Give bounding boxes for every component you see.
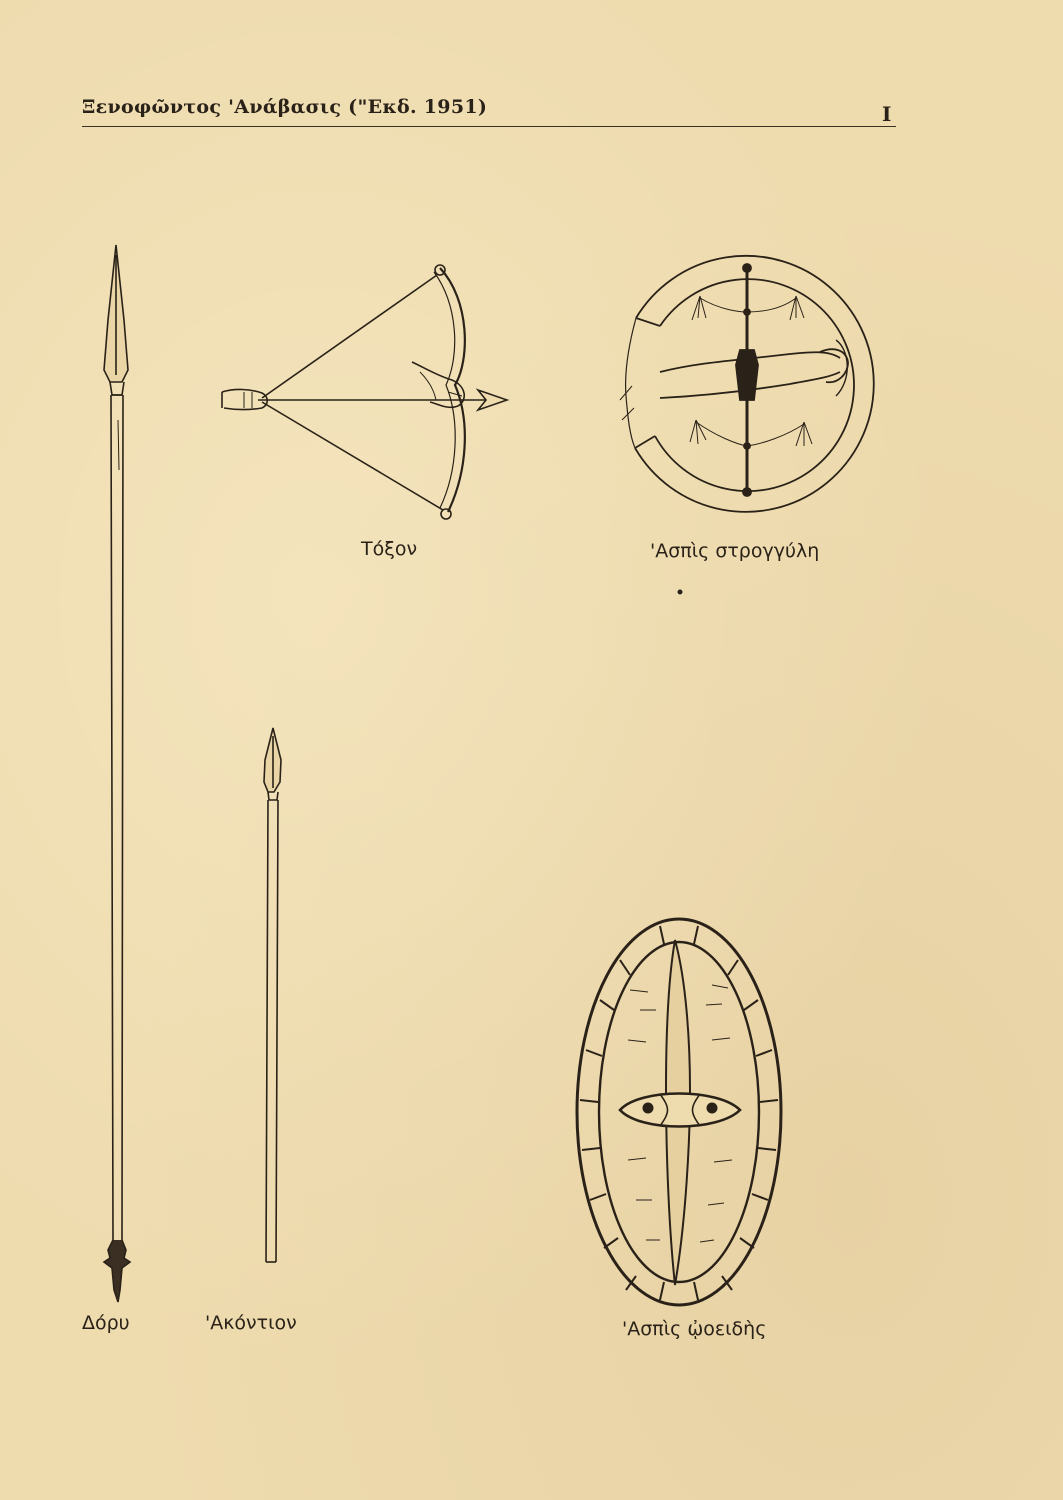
spear-illustration	[104, 245, 130, 1302]
bow-caption: Τόξον	[361, 538, 418, 560]
javelin-caption: 'Ακόντιον	[205, 1312, 297, 1334]
round-shield-illustration	[620, 256, 874, 512]
oval-shield-caption: 'Ασπὶς ᾠοειδὴς	[622, 1318, 767, 1340]
round-shield-caption: 'Ασπὶς στρογγύλη	[650, 540, 820, 562]
bow-and-arrow-illustration	[222, 265, 507, 519]
javelin-illustration	[264, 728, 281, 1262]
running-header-title: Ξενοφῶντος 'Ανάβασις ("Εκδ. 1951)	[82, 96, 488, 118]
ink-speck	[678, 590, 683, 595]
page-number: I	[882, 102, 892, 126]
oval-shield-illustration	[577, 919, 781, 1305]
spear-caption: Δόρυ	[82, 1312, 130, 1334]
